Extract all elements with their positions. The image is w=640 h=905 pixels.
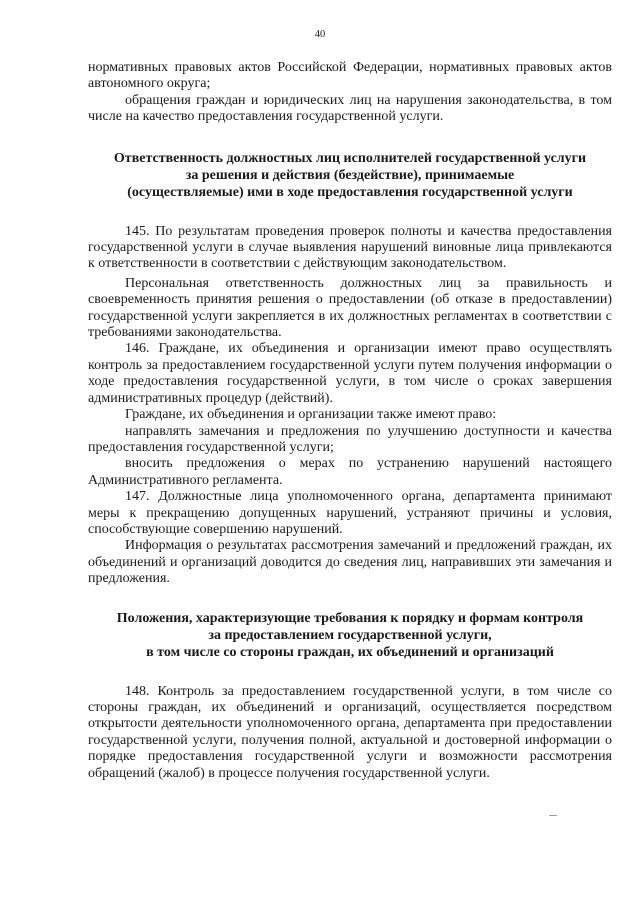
paragraph-146-1: 146. Граждане, их объединения и организации имеют право осуществлять контроль за предоставлением государственной услуги путем получения информации о ходе предоставления государственной услуги, в том числе о сроках завершения административных процедур (действий). [88, 341, 612, 406]
paragraph-intro-1: нормативных правовых актов Российской Федерации, нормативных правовых актов автономного округа; [88, 60, 612, 92]
paragraph-148-1: 148. Контроль за предоставлением государственной услуги, в том числе со стороны граждан, их объединений и организаций, осуществляется посредством открытости деятельности уполномоченного органа, департамента при предоставлении государственной услуги, получения полной, актуальной и достоверной информации о порядке предоставления государственной услуги и возможности рассмотрения обращений (жалоб) в процессе получения государственной услуги. [88, 683, 612, 781]
heading-line: Ответственность должностных лиц исполнителей государственной услуги [113, 150, 587, 166]
heading-line: Положения, характеризующие требования к порядку и формам контроля [116, 610, 584, 626]
heading-line: за предоставлением государственной услуги, [208, 627, 492, 643]
paragraph-146-2: Граждане, их объединения и организации также имеют право: [125, 407, 497, 423]
section-heading-control-requirements [88, 610, 612, 661]
heading-line: (осуществляемые) ими в ходе предоставления государственной услуги [127, 184, 573, 200]
page-content [88, 60, 612, 782]
heading-line: в том числе со стороны граждан, их объединений и организаций [146, 644, 554, 660]
paragraph-147-2: Информация о результатах рассмотрения замечаний и предложений граждан, их объединений и организаций доводится до сведения лиц, направивших эти замечания и предложения. [88, 538, 612, 587]
paragraph-145-2: Персональная ответственность должностных лиц за правильность и своевременность принятия решения о предоставлении (об отказе в предоставлении) государственной услуги закрепляется в их должностных регламентах в соответствии с требованиями законодательства. [88, 275, 612, 341]
paragraph-146-3: направлять замечания и предложения по улучшению доступности и качества предоставления государственной услуги; [88, 423, 612, 455]
page-number: 40 [314, 29, 326, 40]
paragraph-145-1: 145. По результатам проведения проверок полноты и качества предоставления государственной услуги в случае выявления нарушений виновные лица привлекаются к ответственности в соответствии с действующим законодательством. [88, 223, 612, 272]
heading-line: за решения и действия (бездействие), принимаемые [185, 167, 515, 183]
scan-artifact-mark [549, 815, 557, 816]
paragraph-intro-2: обращения граждан и юридических лиц на нарушения законодательства, в том числе на качество предоставления государственной услуги. [88, 92, 612, 125]
paragraph-147-1: 147. Должностные лица уполномоченного органа, департамента принимают меры к прекращению допущенных нарушений, устраняют причины и условия, способствующие совершению нарушений. [88, 489, 612, 537]
section-heading-responsibility [88, 150, 612, 201]
paragraph-146-4: вносить предложения о мерах по устранению нарушений настоящего Административного регламента. [88, 456, 612, 488]
